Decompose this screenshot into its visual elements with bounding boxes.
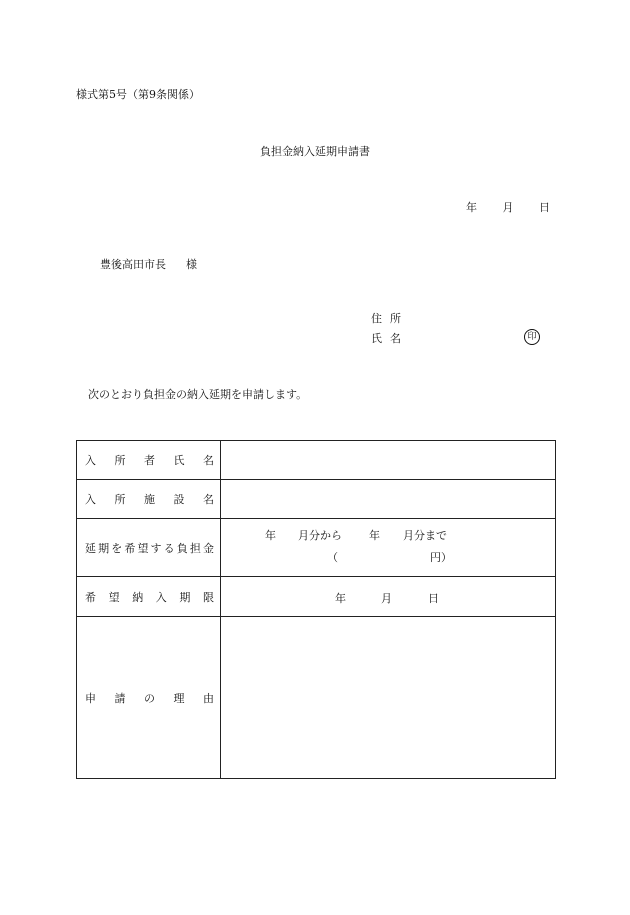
table-row-deferred-charge bbox=[77, 519, 556, 577]
label-char: 理 bbox=[173, 691, 185, 705]
table-row-payment-deadline bbox=[77, 577, 556, 617]
value-facility-name[interactable] bbox=[221, 480, 556, 519]
amount-open-paren: （ bbox=[327, 551, 338, 564]
label-resident-name bbox=[77, 441, 221, 480]
deadline-day: 日 bbox=[428, 592, 439, 605]
label-char: 請 bbox=[114, 691, 126, 705]
label-char: 所 bbox=[114, 493, 126, 506]
label-char: 入 bbox=[85, 493, 96, 506]
value-payment-deadline[interactable] bbox=[221, 577, 556, 617]
period-amount bbox=[221, 539, 555, 569]
period-range bbox=[221, 519, 555, 542]
label-char: 望 bbox=[108, 590, 120, 604]
applicant-address-label: 住所 bbox=[371, 312, 409, 325]
label-char: 施 bbox=[144, 493, 155, 506]
label-char: を bbox=[111, 541, 123, 555]
label-char: 負 bbox=[176, 541, 188, 555]
period-month-from: 月分から bbox=[298, 529, 342, 542]
label-reason bbox=[77, 617, 221, 779]
value-reason[interactable] bbox=[221, 617, 556, 779]
label-char: 由 bbox=[203, 691, 214, 705]
label-char: 名 bbox=[203, 493, 214, 506]
label-char: 氏 bbox=[173, 454, 185, 467]
label-char: 所 bbox=[114, 454, 126, 467]
date-month-label: 月 bbox=[502, 201, 514, 214]
label-char: 入 bbox=[85, 454, 96, 467]
form-number: 様式第5号（第9条関係） bbox=[76, 88, 200, 101]
value-resident-name[interactable] bbox=[221, 441, 556, 480]
label-char: 金 bbox=[202, 541, 214, 555]
period-month-to: 月分まで bbox=[403, 529, 447, 542]
label-char: 納 bbox=[132, 590, 144, 604]
application-table bbox=[76, 440, 556, 779]
label-char: 担 bbox=[189, 541, 201, 555]
deadline-year: 年 bbox=[335, 592, 346, 605]
label-char: 期 bbox=[98, 541, 110, 555]
label-payment-deadline bbox=[77, 577, 221, 617]
label-char: 設 bbox=[173, 493, 185, 506]
label-deferred-charge bbox=[77, 519, 221, 577]
seal-mark: 印 bbox=[524, 329, 540, 345]
period-year-from: 年 bbox=[265, 529, 276, 542]
label-char: 入 bbox=[155, 590, 167, 604]
table-row-reason bbox=[77, 617, 556, 779]
deadline-month: 月 bbox=[381, 592, 392, 605]
addressee-name: 豊後高田市長 bbox=[100, 258, 166, 271]
intro-text: 次のとおり負担金の納入延期を申請します。 bbox=[88, 388, 308, 401]
period-year-to: 年 bbox=[369, 529, 380, 542]
addressee-honorific: 様 bbox=[186, 258, 197, 271]
label-char: 者 bbox=[144, 454, 155, 467]
label-facility-name bbox=[77, 480, 221, 519]
label-char: 名 bbox=[203, 454, 214, 467]
label-char: 限 bbox=[202, 590, 214, 604]
label-char: 申 bbox=[85, 691, 96, 705]
label-char: 期 bbox=[179, 590, 191, 604]
table-row-resident-name bbox=[77, 441, 556, 480]
table-row-facility-name bbox=[77, 480, 556, 519]
value-deferred-charge[interactable] bbox=[221, 519, 556, 577]
date-line bbox=[466, 199, 550, 215]
addressee bbox=[100, 256, 197, 272]
date-day-label: 日 bbox=[539, 201, 550, 214]
applicant-name-label: 氏名 bbox=[371, 332, 409, 345]
amount-yen-close: 円） bbox=[430, 551, 452, 564]
document-title: 負担金納入延期申請書 bbox=[260, 145, 370, 158]
label-char: 希 bbox=[124, 541, 136, 555]
label-char: の bbox=[144, 691, 155, 705]
label-char: す bbox=[150, 541, 162, 555]
label-char: 希 bbox=[85, 590, 96, 604]
date-year-label: 年 bbox=[466, 201, 477, 214]
label-char: る bbox=[163, 541, 175, 555]
deadline-date bbox=[221, 577, 555, 616]
label-char: 延 bbox=[85, 541, 96, 555]
label-char: 望 bbox=[137, 541, 149, 555]
